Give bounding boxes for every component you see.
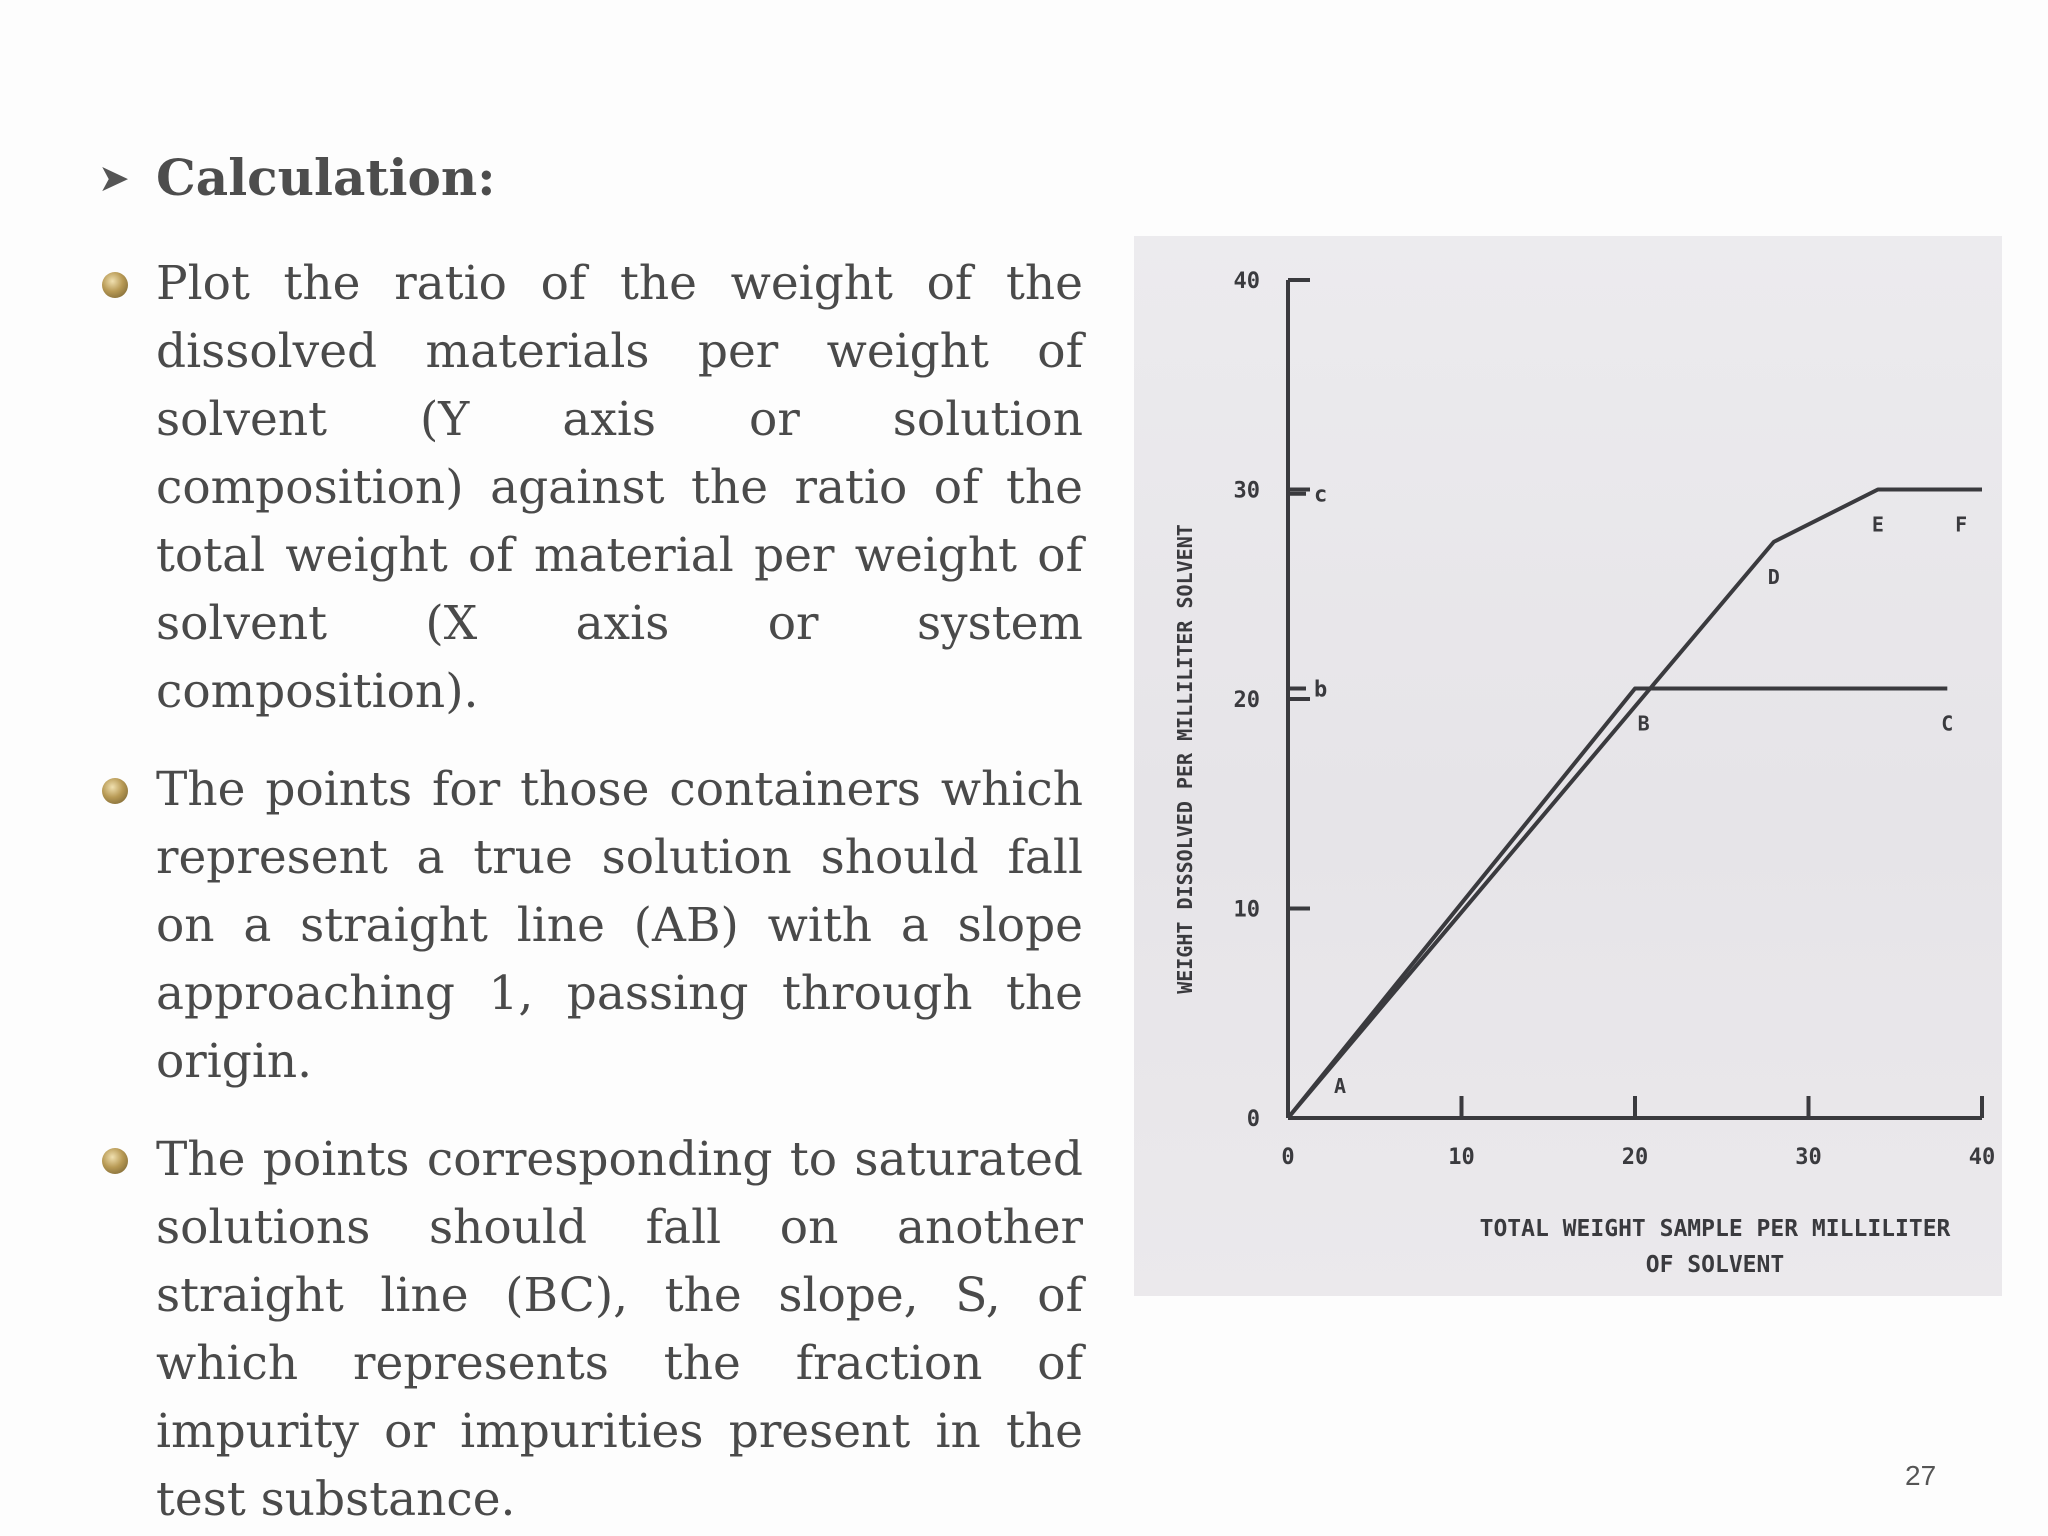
arrow-bullet-icon: ➤ — [98, 155, 130, 200]
x-tick-label: 20 — [1621, 1145, 1649, 1170]
y-axis-label: WEIGHT DISSOLVED PER MILLILITER SOLVENT — [1173, 524, 1197, 994]
y-tick-label: 20 — [1233, 688, 1260, 713]
page-number: 27 — [1905, 1460, 1937, 1491]
series-line — [1288, 490, 1982, 1119]
heading-text: Calculation: — [156, 148, 496, 207]
bullet-item — [98, 250, 1083, 726]
bullet-text: The points corresponding to saturated solutions should fall on another straight line (BC), the slope, S, of which represents the fraction of impurity or impurities present in the test substance. — [156, 1132, 1083, 1527]
slide-heading — [98, 148, 496, 207]
x-tick-label: 0 — [1281, 1145, 1295, 1170]
y-tick-label: 10 — [1233, 897, 1260, 923]
bullet-list — [98, 250, 1083, 1536]
x-axis-label: OF SOLVENT — [1645, 1252, 1785, 1278]
round-bullet-icon — [102, 778, 128, 804]
y-marker-label: c — [1314, 482, 1328, 508]
point-label: C — [1941, 711, 1954, 736]
x-tick-label: 40 — [1968, 1145, 1996, 1170]
x-tick-label: 30 — [1795, 1145, 1822, 1170]
round-bullet-icon — [102, 272, 128, 298]
y-tick-label: 30 — [1233, 478, 1260, 504]
round-bullet-icon — [102, 1148, 128, 1174]
phase-solubility-graph — [1134, 236, 2002, 1296]
y-tick-label: 0 — [1246, 1107, 1260, 1132]
point-label: A — [1334, 1073, 1347, 1098]
y-tick-label: 40 — [1233, 269, 1260, 294]
bullet-item — [98, 756, 1083, 1096]
x-tick-label: 10 — [1448, 1145, 1475, 1170]
chart-svg — [1134, 236, 2002, 1296]
point-label: F — [1955, 512, 1968, 537]
y-marker-label: b — [1314, 677, 1328, 703]
bullet-text: The points for those containers which represent a true solution should fall on a straight line (AB) with a slope approaching 1, passing through the origin. — [156, 762, 1083, 1089]
point-label: B — [1637, 711, 1650, 736]
series-line — [1288, 689, 1947, 1118]
point-label: D — [1767, 564, 1780, 589]
bullet-item — [98, 1126, 1083, 1534]
x-axis-label: TOTAL WEIGHT SAMPLE PER MILLILITER — [1479, 1216, 1951, 1242]
point-label: E — [1871, 512, 1884, 537]
bullet-text: Plot the ratio of the weight of the dissolved materials per weight of solvent (Y axis or solution composition) against the ratio of the total weight of material per weight of solvent (X axis or system composition). — [156, 256, 1083, 719]
